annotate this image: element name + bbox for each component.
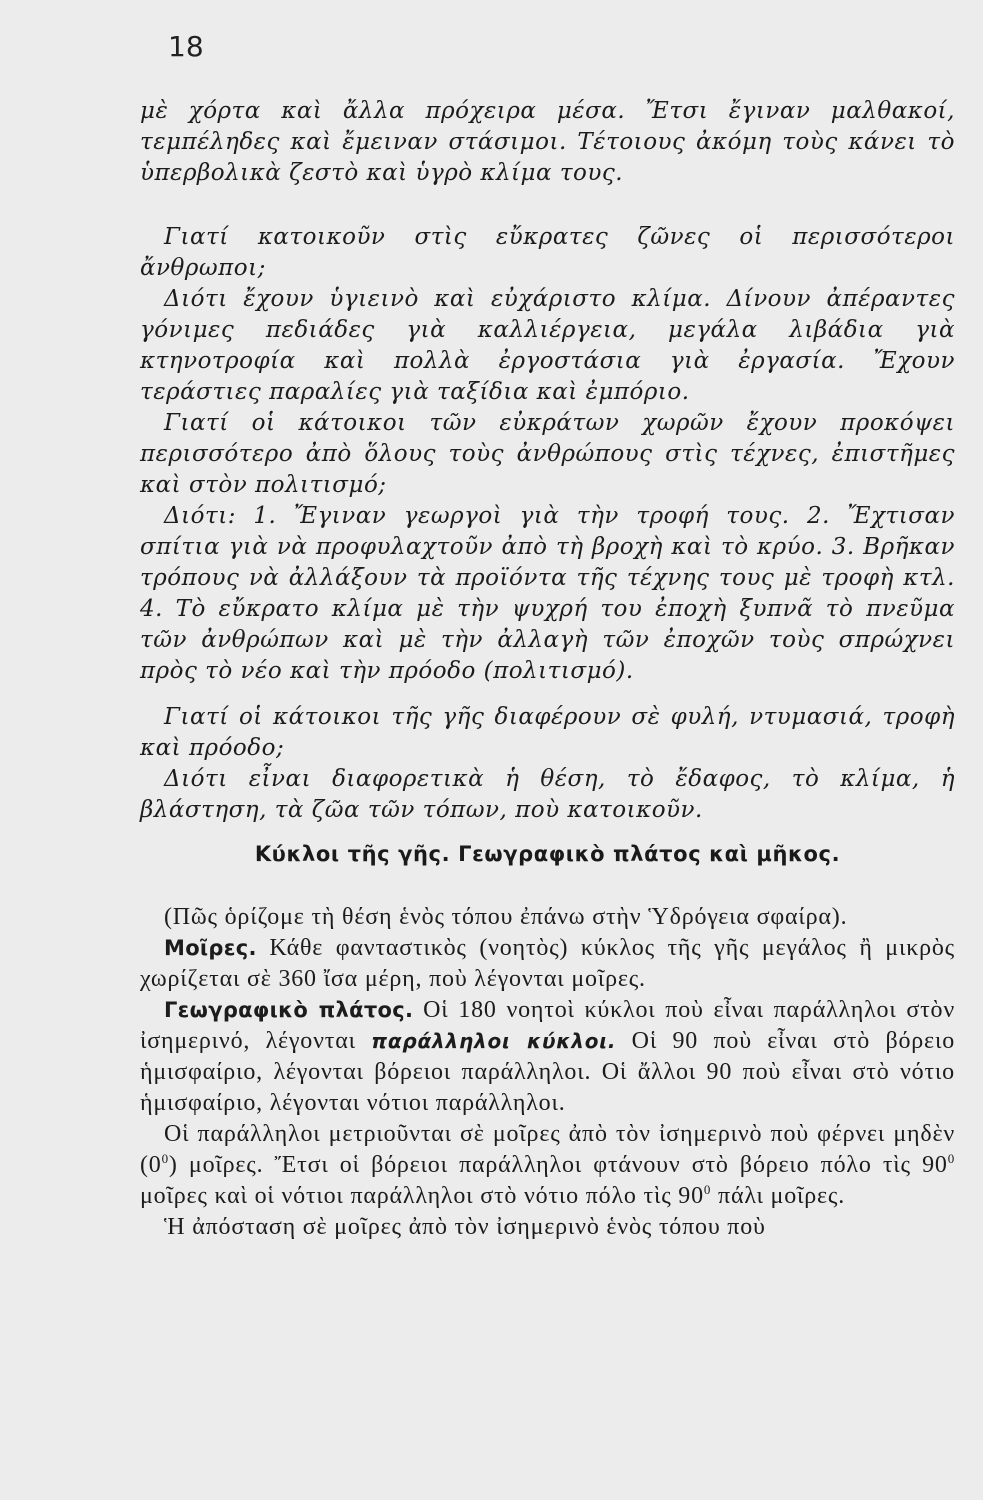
latitude-text-2: Οἱ 90 ποὺ εἶναι στὸ βόρειο ἡμισφαίριο, λέγονται βόρειοι παράλληλοι. Οἱ ἄλλοι 90 ποὺ εἶναι στὸ νότιο ἡμισφαίριο, λέγονται νότιοι παράλληλοι. (140, 1028, 955, 1116)
question-3: Γιατί οἱ κάτοικοι τῆς γῆς διαφέρουν σὲ φυλή, ντυμασιά, τροφὴ καὶ πρόοδο; (140, 704, 955, 761)
latitude-paragraph (140, 995, 955, 1119)
distance-paragraph: Ἡ ἀπόσταση σὲ μοῖρες ἀπὸ τὸν ἰσημερινὸ ἑνὸς τόπου ποὺ (164, 1214, 766, 1240)
answer-3: Διότι εἶναι διαφορετικὰ ἡ θέση, τὸ ἔδαφος, τὸ κλίμα, ἡ βλάστηση, τὰ ζῶα τῶν τόπων, ποὺ κατοικοῦν. (140, 766, 955, 823)
latitude-text-1: Οἱ 180 νοητοὶ κύκλοι ποὺ εἶναι παράλληλοι στὸν ἰσημερινό, λέγονται (140, 997, 956, 1054)
intro-paragraph-block (140, 96, 955, 189)
moires-term: Μοῖρες. (164, 936, 257, 960)
moires-paragraph (140, 933, 955, 995)
latitude-term: Γεωγραφικὸ πλάτος. (164, 998, 414, 1022)
degree-sup-1: 0 (161, 1151, 169, 1166)
answer-1: Διότι ἔχουν ὑγιεινὸ καὶ εὐχάριστο κλίμα. Δίνουν ἀπέραντες γόνιμες πεδιάδες γιὰ καλλιέργεια, μεγάλα λιβάδια γιὰ κτηνοτροφία καὶ πολλὰ ἐργοστάσια γιὰ ἐργασία. Ἔχουν τεράστιες παραλίες γιὰ ταξίδια καὶ ἐμπόριο. (140, 286, 955, 405)
answer-2: Διότι: 1. Ἔγιναν γεωργοὶ γιὰ τὴν τροφή τους. 2. Ἔχτισαν σπίτια γιὰ νὰ προφυλαχτοῦν ἀπὸ τὴ βροχὴ καὶ τὸ κρύο. 3. Βρῆκαν τρόπους νὰ ἀλλάξουν τὰ προϊόντα τῆς τέχνης τους μὲ τροφὴ κτλ. 4. Τὸ εὔκρατο κλίμα μὲ τὴν ψυχρή του ἐποχὴ ξυπνᾶ τὸ πνεῦμα τῶν ἀνθρώπων καὶ μὲ τὴν ἀλλαγὴ τῶν ἐποχῶν τοὺς σπρώχνει πρὸς τὸ νέο καὶ τὴν πρόοδο (πολιτισμό). (140, 503, 955, 684)
section-body (140, 902, 955, 1243)
question-block-1 (140, 222, 955, 687)
measurement-text-3: μοῖρες καὶ οἱ νότιοι παράλληλοι στὸ νότιο πόλο τὶς 90 (140, 1183, 704, 1209)
moires-text: Κάθε φανταστικὸς (νοητὸς) κύκλος τῆς γῆς μεγάλος ἢ μικρὸς χωρίζεται σὲ 360 ἴσα μέρη, ποὺ λέγονται μοῖρες. (140, 935, 955, 992)
question-block-3 (140, 702, 955, 826)
question-2: Γιατί οἱ κάτοικοι τῶν εὐκράτων χωρῶν ἔχουν προκόψει περισσότερο ἀπὸ ὅλους τοὺς ἀνθρώπους στὶς τέχνες, ἐπιστῆμες καὶ στὸν πολιτισμό; (140, 410, 955, 498)
intro-paragraph: μὲ χόρτα καὶ ἄλλα πρόχειρα μέσα. Ἔτσι ἔγιναν μαλθακοί, τεμπέληδες καὶ ἔμειναν στάσιμοι. Τέτοιους ἀκόμη τοὺς κάνει τὸ ὑπερβολικὰ ζεστὸ καὶ ὑγρὸ κλίμα τους. (140, 98, 955, 186)
question-1: Γιατί κατοικοῦν στὶς εὔκρατες ζῶνες οἱ περισσότεροι ἄνθρωποι; (140, 224, 955, 281)
section-note: (Πῶς ὁρίζομε τὴ θέση ἑνὸς τόπου ἐπάνω στὴν Ὑδρόγεια σφαίρα). (164, 904, 848, 930)
section-heading: Κύκλοι τῆς γῆς. Γεωγραφικὸ πλάτος καὶ μῆκος. (254, 842, 841, 866)
measurement-text-4: πάλι μοῖρες. (711, 1183, 846, 1209)
degree-sup-2: 0 (947, 1151, 955, 1166)
measurement-text-2: ) μοῖρες. Ἔτσι οἱ βόρειοι παράλληλοι φτάνουν στὸ βόρειο πόλο τὶς 90 (168, 1152, 948, 1178)
measurement-text-1: Οἱ παράλληλοι μετριοῦνται σὲ μοῖρες ἀπὸ τὸν ἰσημερινὸ ποὺ φέρνει μηδὲν (0 (140, 1121, 955, 1178)
page-number: 18 (168, 30, 204, 63)
measurement-paragraph (140, 1119, 955, 1212)
parallel-circles-term: παράλληλοι κύκλοι. (371, 1029, 617, 1053)
degree-sup-3: 0 (703, 1182, 712, 1197)
